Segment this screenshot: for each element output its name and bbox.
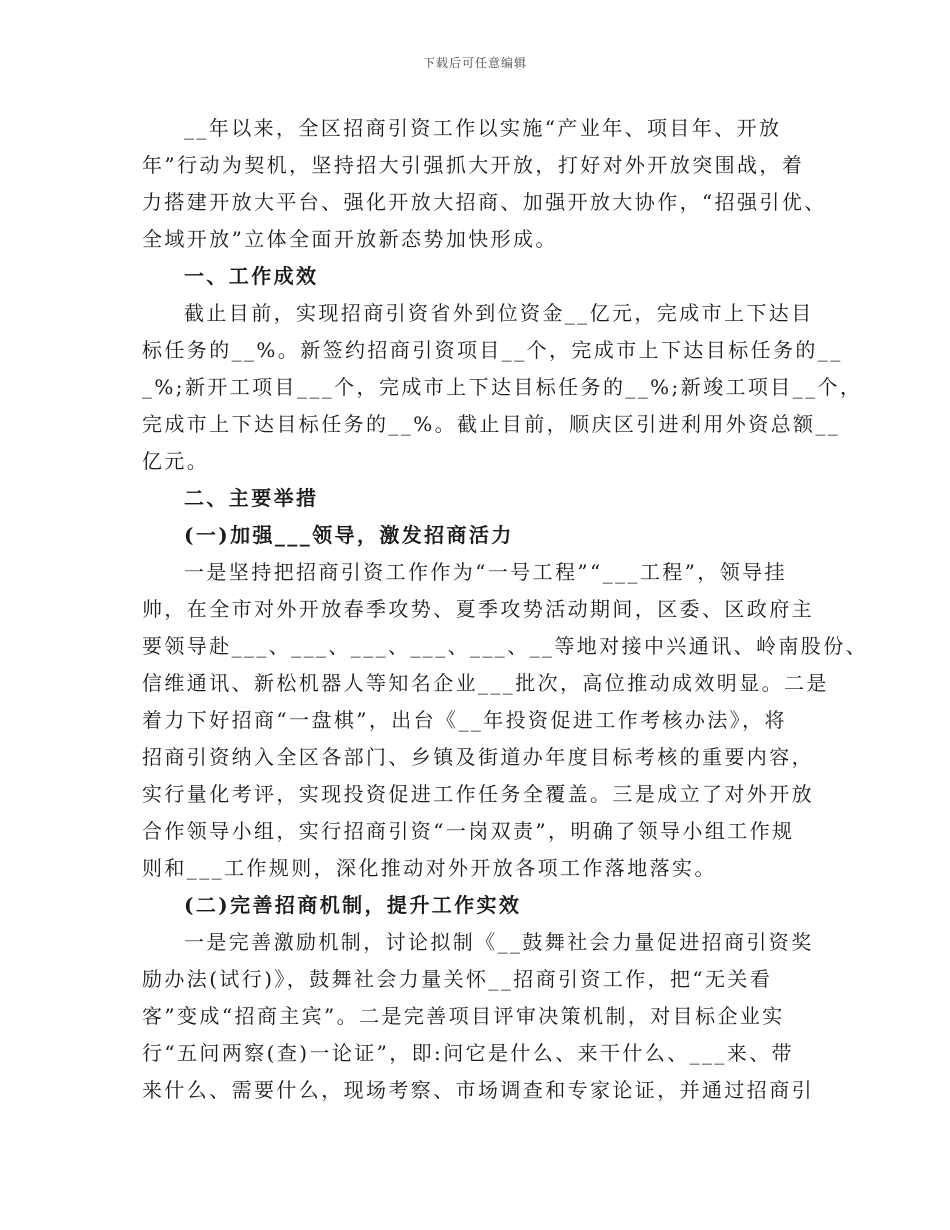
paragraph-line: 则和___工作规则，深化推动对外开放各项工作落地落实。 [142, 856, 717, 880]
paragraph-line: 客”变成“招商主宾”。二是完善项目评审决策机制，对目标企业实 [142, 1004, 785, 1028]
paragraph-line: 年”行动为契机，坚持招大引强抓大开放，打好对外开放突围战，着 [142, 153, 805, 177]
work-results-paragraph [142, 295, 863, 480]
paragraph-line: 一是坚持把招商引资工作作为“一号工程”“___工程”，领导挂 [184, 560, 787, 584]
section-heading-work-results: 一、工作成效 [184, 264, 319, 288]
paragraph-line: 帅，在全市对外开放春季攻势、夏季攻势活动期间，区委、区政府主 [142, 597, 814, 621]
paragraph-line: 要领导赴___、___、___、___、___、__等地对接中兴通讯、岭南股份、 [142, 634, 868, 658]
paragraph-line: 来什么、需要什么，现场考察、市场调查和专家论证，并通过招商引 [142, 1078, 814, 1102]
paragraph-line: 实行量化考评，实现投资促进工作任务全覆盖。三是成立了对外开放 [142, 782, 814, 806]
paragraph-line: 全域开放”立体全面开放新态势加快形成。 [142, 227, 558, 251]
paragraph-line: 招商引资纳入全区各部门、乡镇及街道办年度目标考核的重要内容， [142, 745, 814, 769]
paragraph-line: 截止目前，实现招商引资省外到位资金__亿元，完成市上下达目 [184, 301, 814, 325]
paragraph-line: __年以来，全区招商引资工作以实施“产业年、项目年、开放 [184, 116, 782, 140]
paragraph-line: 标任务的__%。新签约招商引资项目__个，完成市上下达目标任务的__ [142, 338, 843, 362]
paragraph-line: 一是完善激励机制，讨论拟制《__鼓舞社会力量促进招商引资奖 [184, 930, 814, 954]
section-heading-main-measures: 二、主要举措 [184, 486, 319, 510]
paragraph-line: 合作领导小组，实行招商引资“一岗双责”，明确了领导小组工作规 [142, 819, 795, 843]
paragraph-line: 着力下好招商“一盘棋”，出台《__年投资促进工作考核办法》，将 [142, 708, 787, 732]
document-body [142, 110, 868, 1109]
paragraph-line: 行“五问两察(查)一论证”，即:问它是什么、来干什么、___来、带 [142, 1041, 794, 1065]
paragraph-line: 励办法(试行)》，鼓舞社会力量关怀__招商引资工作，把“无关看 [142, 967, 773, 991]
page-header: 下载后可任意编辑 [422, 56, 527, 70]
paragraph-line: 完成市上下达目标任务的__%。截止目前，顺庆区引进利用外资总额__ [142, 412, 841, 436]
subsection-heading-mechanism: (二)完善招商机制，提升工作实效 [184, 893, 522, 917]
paragraph-line: 力搭建开放大平台、强化开放大招商、加强开放大协作，“招强引优、 [142, 190, 827, 214]
paragraph-line: 亿元。 [142, 449, 210, 473]
intro-paragraph [142, 110, 827, 258]
paragraph-line: 信维通讯、新松机器人等知名企业___批次，高位推动成效明显。二是 [142, 671, 829, 695]
leadership-paragraph [142, 554, 868, 887]
subsection-heading-leadership: (一)加强___领导，激发招商活力 [184, 523, 514, 547]
mechanism-paragraph [142, 924, 822, 1109]
paragraph-line: _%;新开工项目___个，完成市上下达目标任务的__%;新竣工项目__个， [142, 375, 863, 399]
